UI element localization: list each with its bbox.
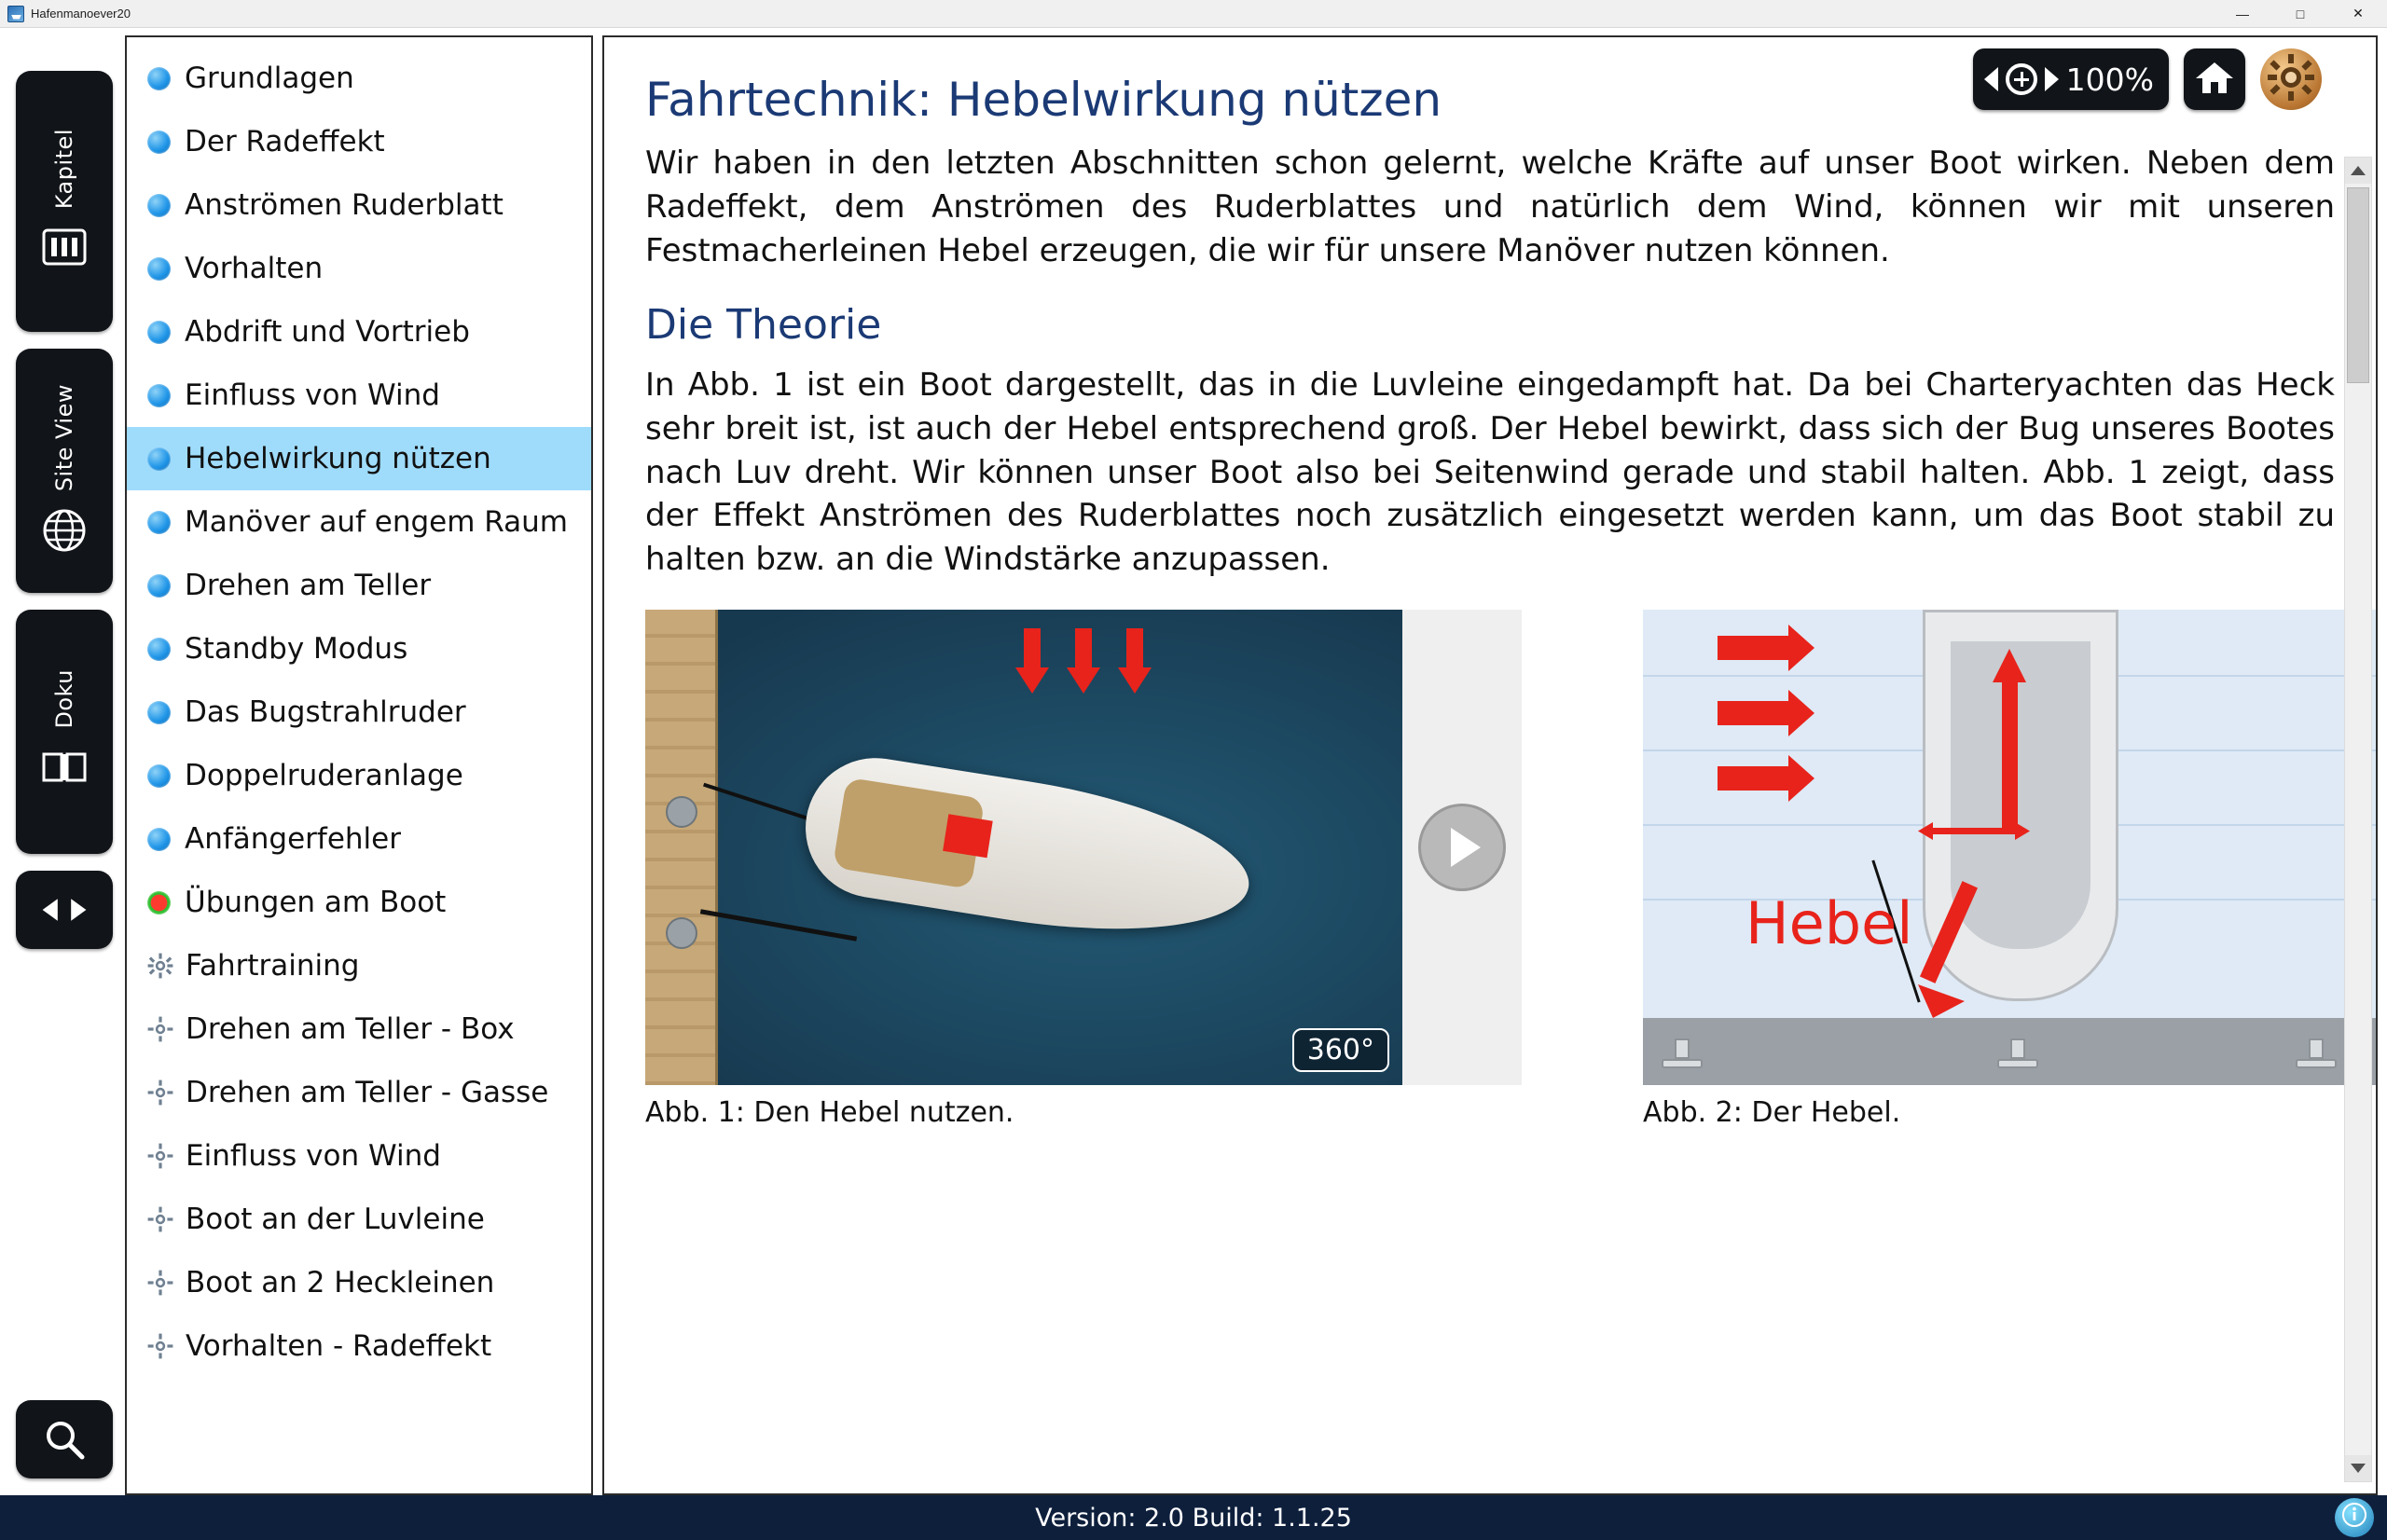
- close-button[interactable]: ✕: [2353, 6, 2364, 21]
- toc-item-label: Doppelruderanlage: [185, 759, 463, 792]
- cleat-icon: [666, 917, 697, 949]
- figure-1-image[interactable]: [645, 610, 1402, 1085]
- toc-item-label: Vorhalten: [185, 252, 324, 285]
- search-icon: [39, 1414, 90, 1464]
- globe-icon: [39, 505, 90, 556]
- bullet-icon: [147, 828, 171, 851]
- rail-item-navigate[interactable]: [16, 871, 113, 949]
- figure-2-image[interactable]: [1643, 610, 2378, 1085]
- toc-item-label: Grundlagen: [185, 62, 354, 95]
- toc-item-7[interactable]: [127, 490, 591, 554]
- toc-item-label: Hebelwirkung nützen: [185, 442, 491, 475]
- wind-arrow-icon: [1718, 636, 1790, 660]
- figure-2-caption: Abb. 2: Der Hebel.: [1643, 1096, 1901, 1130]
- gear-icon: [147, 1206, 173, 1232]
- gear-icon: [147, 1016, 173, 1042]
- thrust-arrow-icon: [1991, 647, 2028, 838]
- bullet-icon: [147, 447, 171, 471]
- toc-item-15[interactable]: [127, 997, 591, 1061]
- chevron-down-icon: [2351, 1464, 2366, 1473]
- gear-icon: [2267, 53, 2315, 106]
- bullet-icon: [147, 638, 171, 661]
- toc-item-label: Standby Modus: [185, 632, 408, 666]
- toc-item-1[interactable]: [127, 110, 591, 173]
- toc-item-label: Übungen am Boot: [185, 886, 447, 919]
- bullet-icon: [147, 574, 171, 598]
- lever-arrow-icon: [1918, 819, 2030, 848]
- body-paragraph: In Abb. 1 ist ein Boot dargestellt, das in die Luvleine eingedampft hat. Da bei Charteryachten das Heck sehr breit ist, ist auch der Hebel entsprechend groß. Der Hebel bewirkt, dass sich der Bug unseres Bootes nach Luv dreht. Wir können unser Boot also bei Seitenwind gerade und stabil halten. Abb. 1 zeigt, dass der Effekt Anströmen des Ruderblattes noch zusätzlich eingesetzt werden kann, um das Boot stabil zu halten bzw. an die Windstärke anzupassen.: [645, 365, 2335, 579]
- rail-item-kapitel-label: Kapitel: [51, 128, 77, 210]
- rail-item-site-view-label: Site View: [51, 384, 77, 492]
- badge-360[interactable]: 360°: [1292, 1028, 1389, 1072]
- toc-item-label: Einfluss von Wind: [186, 1139, 441, 1173]
- scroll-up-button[interactable]: [2345, 158, 2371, 184]
- toc-item-label: Drehen am Teller: [185, 569, 432, 602]
- arrow-right-icon[interactable]: [2045, 67, 2059, 91]
- toc-item-4[interactable]: [127, 300, 591, 364]
- table-of-contents[interactable]: [125, 35, 593, 1495]
- play-button[interactable]: [1418, 804, 1506, 891]
- exercise-bullet-icon: [147, 891, 171, 914]
- toc-item-2[interactable]: [127, 173, 591, 237]
- scrollbar-thumb[interactable]: [2347, 187, 2369, 383]
- toc-item-20[interactable]: [127, 1314, 591, 1378]
- toc-item-10[interactable]: [127, 681, 591, 744]
- bullet-icon: [147, 384, 171, 407]
- window-title: Hafenmanoever20: [31, 7, 131, 21]
- left-right-arrows-icon: [39, 885, 90, 935]
- figure-row: [645, 610, 2335, 1129]
- gear-icon: [147, 1079, 173, 1106]
- wind-arrow-icon: [1116, 628, 1153, 700]
- wind-arrow-icon: [1718, 766, 1790, 791]
- rail-item-doku[interactable]: [16, 610, 113, 854]
- toc-item-label: Boot an der Luvleine: [186, 1203, 485, 1236]
- bollard-icon: [2296, 1038, 2337, 1072]
- force-arrow-icon: [1909, 880, 1993, 1024]
- version-text: Version: 2.0 Build: 1.1.25: [1035, 1503, 1352, 1533]
- main-body: [0, 28, 2387, 1495]
- toc-item-label: Der Radeffekt: [185, 125, 385, 158]
- gear-icon: [147, 1333, 173, 1359]
- rudder-marker: [943, 815, 993, 859]
- zoom-value: 100%: [2065, 61, 2154, 98]
- maximize-button[interactable]: □: [2296, 6, 2305, 21]
- toc-item-label: Abdrift und Vortrieb: [185, 315, 470, 349]
- app-icon: [7, 6, 24, 22]
- rail-item-site-view[interactable]: [16, 349, 113, 593]
- toc-item-11[interactable]: [127, 744, 591, 807]
- toc-item-label: Manöver auf engem Raum: [185, 505, 569, 539]
- left-rail: [9, 35, 119, 1495]
- book-shelf-icon: [39, 222, 90, 272]
- gear-icon: [147, 953, 173, 979]
- toc-item-3[interactable]: [127, 237, 591, 300]
- open-book-icon: [39, 742, 90, 792]
- figure-2-block: [1643, 610, 2378, 1129]
- gear-icon: [147, 1270, 173, 1296]
- window-controls: [2214, 0, 2387, 28]
- home-button[interactable]: [2184, 48, 2245, 110]
- dock-graphic: [645, 610, 718, 1085]
- cleat-icon: [666, 796, 697, 828]
- toc-item-label: Das Bugstrahlruder: [185, 695, 466, 729]
- toc-item-16[interactable]: [127, 1061, 591, 1124]
- bollard-icon: [1662, 1038, 1703, 1072]
- bullet-icon: [147, 701, 171, 724]
- toc-item-label: Einfluss von Wind: [185, 378, 440, 412]
- toc-item-5[interactable]: [127, 364, 591, 427]
- toc-item-0[interactable]: [127, 47, 591, 110]
- gear-icon: [147, 1143, 173, 1169]
- toc-item-label: Fahrtraining: [186, 949, 360, 983]
- info-icon: [2342, 1503, 2366, 1533]
- settings-button[interactable]: [2260, 48, 2322, 110]
- bollard-icon: [1997, 1038, 2038, 1072]
- figure-1-block: [645, 610, 1522, 1129]
- home-icon: [2194, 59, 2235, 101]
- page-title: Fahrtechnik: Hebelwirkung nützen: [645, 73, 1442, 127]
- toc-item-6-selected[interactable]: [127, 427, 591, 490]
- toc-item-label: Drehen am Teller - Gasse: [186, 1076, 549, 1109]
- toc-item-label: Anfängerfehler: [185, 822, 401, 856]
- toc-item-label: Vorhalten - Radeffekt: [186, 1329, 492, 1363]
- info-button[interactable]: [2335, 1498, 2374, 1537]
- chevron-up-icon: [2351, 166, 2366, 175]
- magnifier-icon[interactable]: [2006, 63, 2037, 95]
- bullet-icon: [147, 194, 171, 217]
- bullet-icon: [147, 321, 171, 344]
- toc-item-8[interactable]: [127, 554, 591, 617]
- rail-item-doku-label: Doku: [51, 669, 77, 729]
- toc-item-17[interactable]: [127, 1124, 591, 1188]
- figure-1-caption: Abb. 1: Den Hebel nutzen.: [645, 1096, 1014, 1130]
- zoom-control[interactable]: [1973, 48, 2169, 110]
- toc-item-label: Drehen am Teller - Box: [186, 1012, 515, 1046]
- play-icon: [1451, 828, 1481, 867]
- title-bar: [0, 0, 2387, 28]
- toc-item-18[interactable]: [127, 1188, 591, 1251]
- toc-list: [127, 37, 591, 1378]
- bullet-icon: [147, 764, 171, 788]
- bullet-icon: [147, 257, 171, 281]
- toc-item-19[interactable]: [127, 1251, 591, 1314]
- content-scroll-area: [604, 37, 2376, 1129]
- toc-item-label: Boot an 2 Heckleinen: [186, 1266, 495, 1299]
- minimize-button[interactable]: —: [2236, 6, 2249, 21]
- toc-item-label: Anströmen Ruderblatt: [185, 188, 504, 222]
- content-toolbar: [1973, 48, 2322, 110]
- section-heading: Die Theorie: [645, 300, 882, 349]
- toc-item-14[interactable]: [127, 934, 591, 997]
- wind-arrow-icon: [1014, 628, 1051, 700]
- rail-item-search[interactable]: [16, 1400, 113, 1478]
- toc-item-13[interactable]: [127, 871, 591, 934]
- wind-arrow-icon: [1718, 701, 1790, 725]
- figure-1-player-column: [1402, 610, 1522, 1085]
- toc-item-9[interactable]: [127, 617, 591, 681]
- wind-arrow-icon: [1065, 628, 1102, 700]
- arrow-left-icon[interactable]: [1984, 67, 1998, 91]
- intro-paragraph: Wir haben in den letzten Abschnitten schon gelernt, welche Kräfte auf unser Boot wirken. Neben dem Radeffekt, dem Anströmen des Ruderblattes und natürlich dem Wind, können wir mit unseren Festmacherleinen Hebel erzeugen, die wir für unsere Manöver nutzen können.: [645, 144, 2335, 269]
- content-panel: [602, 35, 2378, 1495]
- bullet-icon: [147, 131, 171, 154]
- content-scrollbar[interactable]: [2344, 157, 2372, 1482]
- scroll-down-button[interactable]: [2345, 1455, 2371, 1481]
- hebel-label: Hebel: [1745, 889, 1913, 958]
- rail-item-kapitel[interactable]: [16, 71, 113, 332]
- bullet-icon: [147, 67, 171, 90]
- status-bar: [0, 1495, 2387, 1540]
- bullet-icon: [147, 511, 171, 534]
- toc-item-12[interactable]: [127, 807, 591, 871]
